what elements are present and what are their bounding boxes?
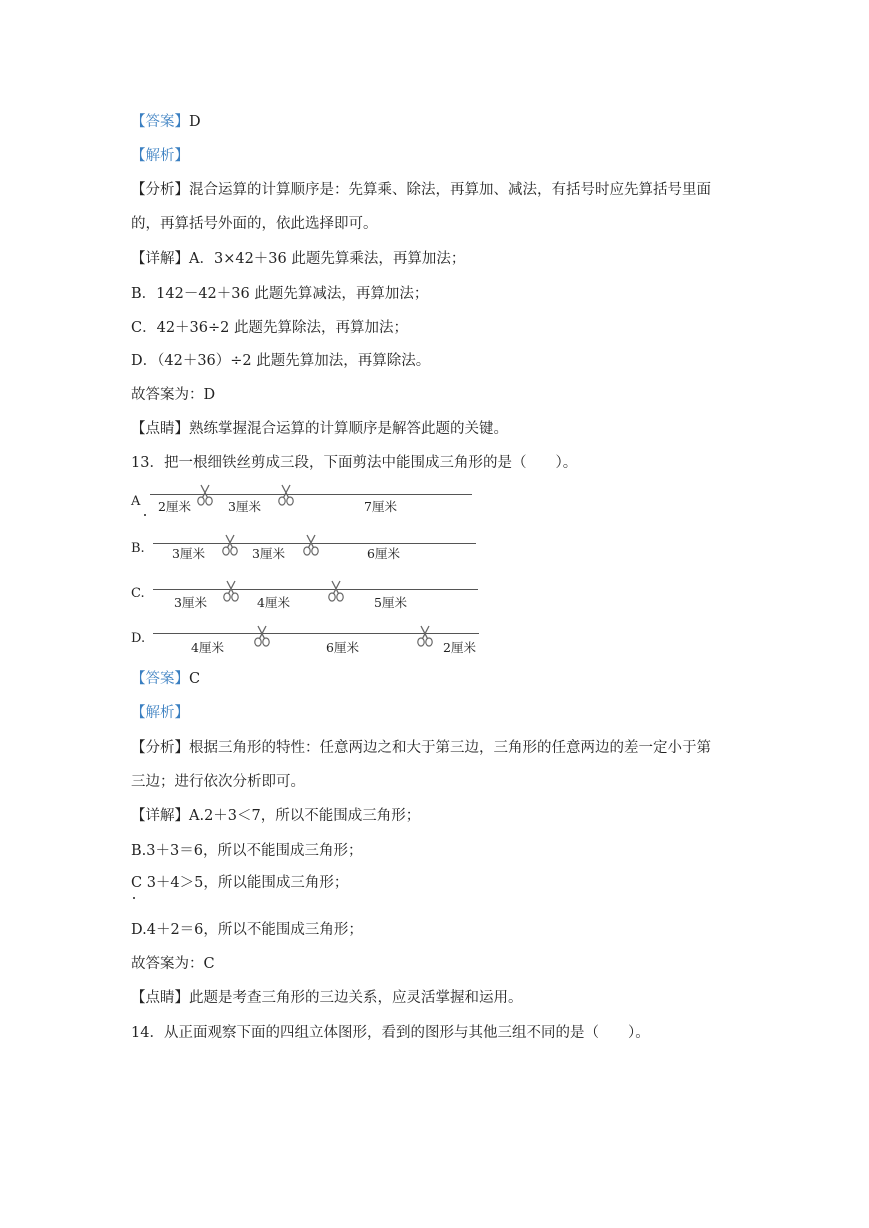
- option-b-letter: B.: [131, 541, 145, 556]
- option-d-letter: D.: [131, 631, 146, 646]
- option-a-dot: [144, 514, 146, 516]
- q12-answer: [131, 113, 201, 131]
- segment-label: 2厘米: [443, 640, 476, 655]
- scissors-icon: [196, 484, 214, 506]
- q13-xiangjie-b: B.3＋3＝6，所以不能围成三角形；: [131, 843, 363, 859]
- q13-analysis-title: 【解析】: [131, 705, 189, 721]
- segment-label: 2厘米: [158, 499, 191, 514]
- xiangjie-text: A．3×42＋36 此题先算乘法，再算加法；: [189, 251, 466, 267]
- q12-conclusion: 故答案为：D: [131, 387, 216, 403]
- scissors-icon: [253, 625, 271, 647]
- q13-dianjing: [131, 989, 523, 1007]
- dianjing-text: 此题是考查三角形的三边关系，应灵活掌握和运用。: [189, 990, 523, 1006]
- q13-fenxi-line2: 三边；进行依次分析即可。: [131, 774, 305, 790]
- segment-label: 5厘米: [374, 595, 407, 610]
- q12-fenxi-line1: [131, 181, 711, 199]
- segment-label: 7厘米: [364, 499, 397, 514]
- answer-value: C: [189, 671, 201, 687]
- q13-stem: 13．把一根细铁丝剪成三段，下面剪法中能围成三角形的是（ ）。: [131, 455, 578, 471]
- answer-label: 【答案】: [131, 114, 189, 130]
- option-c-letter: C.: [131, 586, 145, 601]
- fenxi-label: 【分析】: [131, 740, 189, 756]
- xiangjie-label: 【详解】: [131, 251, 189, 267]
- dianjing-text: 熟练掌握混合运算的计算顺序是解答此题的关键。: [189, 421, 508, 437]
- segment-label: 3厘米: [228, 499, 261, 514]
- q12-xiangjie-b: B．142－42＋36 此题先算减法，再算加法；: [131, 286, 429, 302]
- q12-dianjing: [131, 420, 508, 438]
- scissors-icon: [416, 625, 434, 647]
- stray-dot: [133, 897, 135, 899]
- q13-xiangjie-c: C 3＋4＞5，所以能围成三角形；: [131, 875, 349, 891]
- segment-label: 3厘米: [174, 595, 207, 610]
- fenxi-text: 根据三角形的特性：任意两边之和大于第三边，三角形的任意两边的差一定小于第: [189, 740, 711, 756]
- segment-label: 3厘米: [252, 546, 285, 561]
- scissors-icon: [221, 534, 239, 556]
- xiangjie-label: 【详解】: [131, 808, 189, 824]
- q13-xiangjie-d: D.4＋2＝6，所以不能围成三角形；: [131, 922, 363, 938]
- q12-xiangjie-c: C．42＋36÷2 此题先算除法，再算加法；: [131, 320, 408, 336]
- segment-label: 6厘米: [326, 640, 359, 655]
- q13-conclusion: 故答案为：C: [131, 956, 215, 972]
- scissors-icon: [277, 484, 295, 506]
- q13-xiangjie-a: [131, 807, 420, 825]
- answer-value: D: [189, 114, 201, 130]
- answer-label: 【答案】: [131, 671, 189, 687]
- q14-stem: 14．从正面观察下面的四组立体图形，看到的图形与其他三组不同的是（ ）。: [131, 1025, 650, 1041]
- xiangjie-text: A.2＋3＜7，所以不能围成三角形；: [189, 808, 421, 824]
- q12-fenxi-line2: 的，再算括号外面的，依此选择即可。: [131, 216, 378, 232]
- dianjing-label: 【点睛】: [131, 990, 189, 1006]
- q12-xiangjie-d: D．（42＋36）÷2 此题先算加法，再算除法。: [131, 353, 431, 369]
- q12-analysis-title: 【解析】: [131, 148, 189, 164]
- scissors-icon: [327, 580, 345, 602]
- q12-xiangjie-a: [131, 250, 465, 268]
- scissors-icon: [222, 580, 240, 602]
- segment-label: 3厘米: [172, 546, 205, 561]
- segment-label: 4厘米: [191, 640, 224, 655]
- dianjing-label: 【点睛】: [131, 421, 189, 437]
- q13-answer: [131, 670, 200, 688]
- segment-label: 4厘米: [257, 595, 290, 610]
- fenxi-label: 【分析】: [131, 182, 189, 198]
- q13-fenxi-line1: [131, 739, 711, 757]
- segment-label: 6厘米: [367, 546, 400, 561]
- option-a-letter: A: [131, 494, 141, 509]
- fenxi-text: 混合运算的计算顺序是：先算乘、除法，再算加、减法，有括号时应先算括号里面: [189, 182, 711, 198]
- option-c-wire: [153, 589, 478, 590]
- scissors-icon: [302, 534, 320, 556]
